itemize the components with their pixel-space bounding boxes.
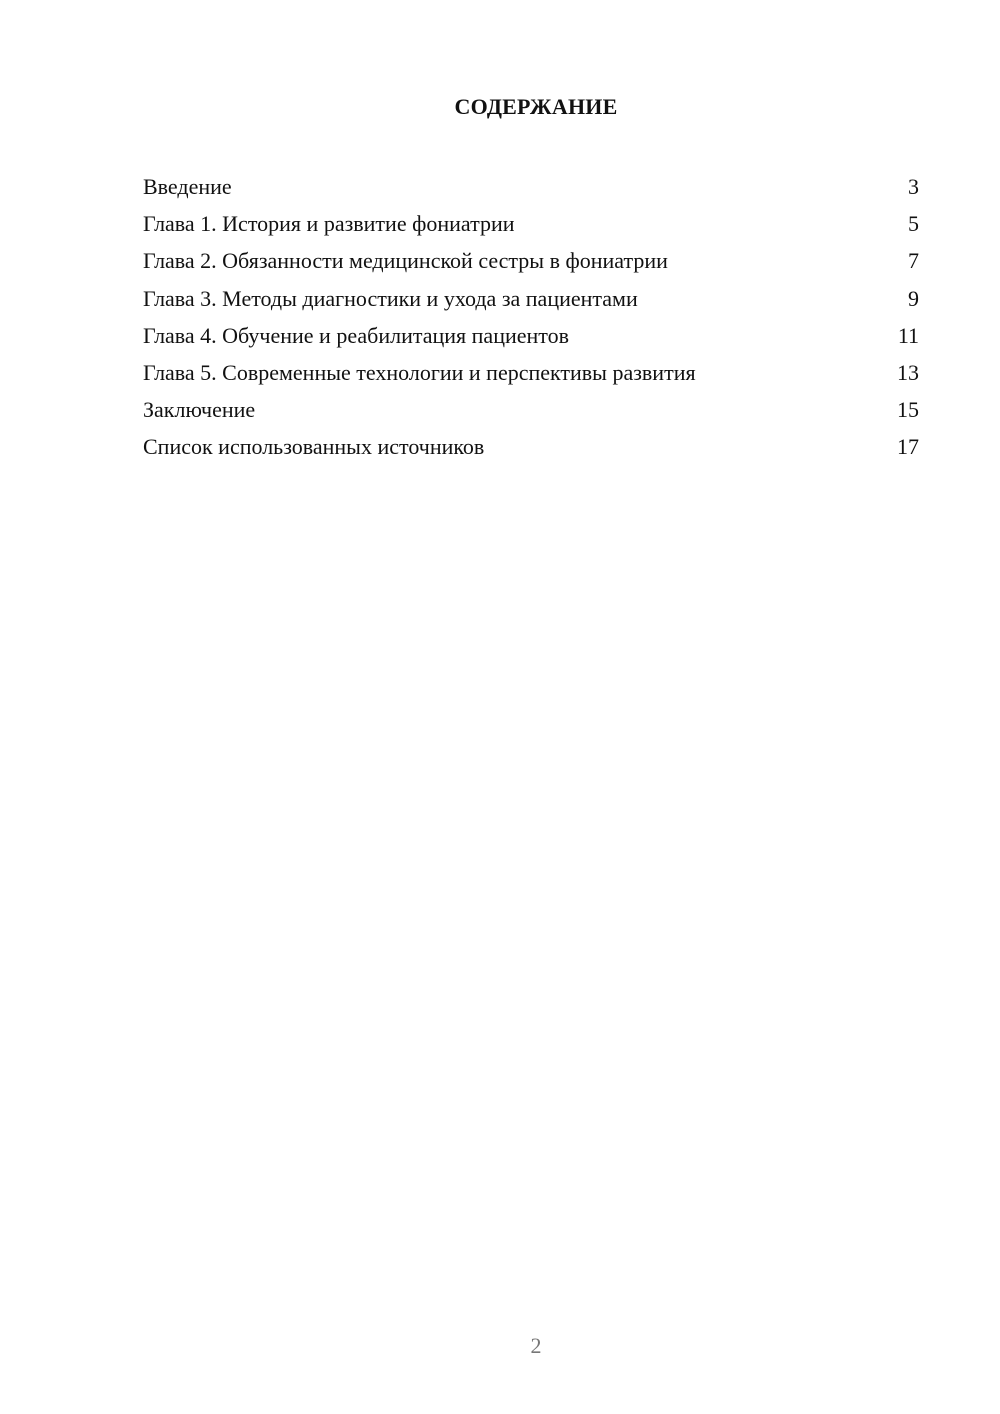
toc-item-page-number: 15 <box>897 397 919 423</box>
toc-item-label: Глава 1. История и развитие фониатрии <box>143 211 515 237</box>
toc-item-chapter-5 <box>143 354 919 391</box>
toc-item-page-number: 17 <box>897 434 919 460</box>
toc-item-label: Заключение <box>143 397 256 423</box>
toc-item-chapter-4 <box>143 317 919 354</box>
toc-item-label: Глава 4. Обучение и реабилитация пациентов <box>143 322 569 348</box>
toc-item-page-number: 5 <box>908 211 919 237</box>
toc-item-page-number: 13 <box>897 359 919 385</box>
toc-item-label: Глава 5. Современные технологии и перспективы развития <box>143 359 696 385</box>
toc-item-chapter-1 <box>143 205 919 242</box>
toc-item-introduction <box>143 168 919 205</box>
toc-title: СОДЕРЖАНИЕ <box>454 94 618 119</box>
toc-item-label: Глава 3. Методы диагностики и ухода за пациентами <box>143 285 638 311</box>
toc-item-chapter-3 <box>143 280 919 317</box>
toc-item-label: Введение <box>143 174 232 199</box>
toc-item-references <box>143 428 919 465</box>
page-number: 2 <box>530 1333 542 1358</box>
toc-item-page-number: 9 <box>908 285 919 311</box>
toc-item-label: Глава 2. Обязанности медицинской сестры в фониатрии <box>143 248 668 274</box>
toc-item-page-number: 11 <box>897 322 919 348</box>
toc-item-label: Список использованных источников <box>143 434 485 460</box>
toc-item-page-number: 3 <box>908 174 919 199</box>
toc-item-chapter-2 <box>143 242 919 279</box>
table-of-contents <box>143 168 919 466</box>
toc-item-page-number: 7 <box>908 248 919 274</box>
toc-item-conclusion <box>143 391 919 428</box>
